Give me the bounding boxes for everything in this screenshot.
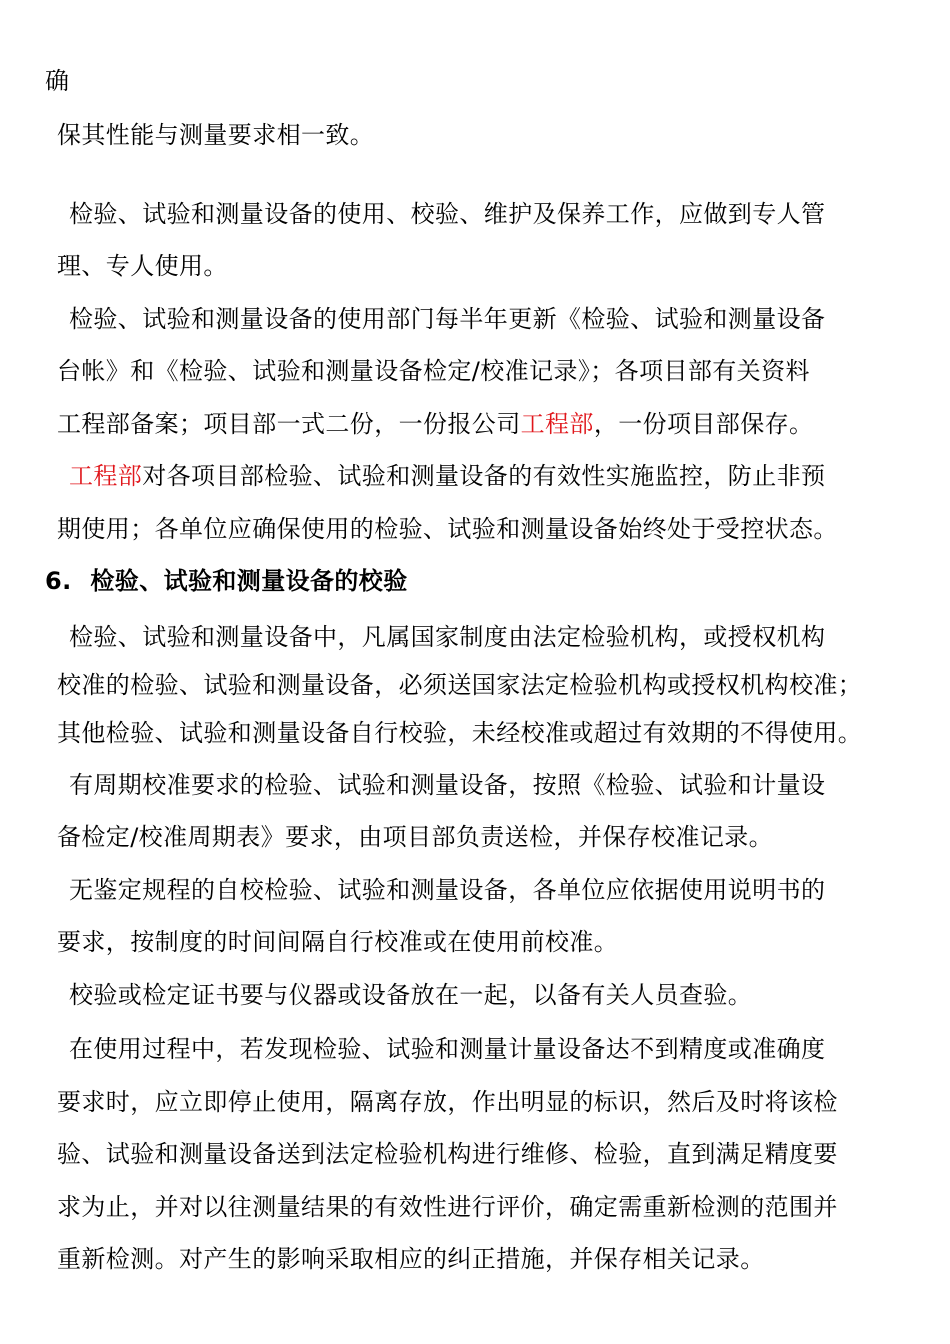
text-line: 保其性能与测量要求相一致。 xyxy=(57,121,375,149)
text-line: 期使用；各单位应确保使用的检验、试验和测量设备始终处于受控状态。 xyxy=(57,515,838,543)
section-title: 检验、试验和测量设备的校验 xyxy=(90,567,408,595)
highlighted-dept-name: 工程部 xyxy=(69,462,143,490)
text-line: 在使用过程中，若发现检验、试验和测量计量设备达不到精度或准确度 xyxy=(69,1035,826,1063)
text-line: 校准的检验、试验和测量设备，必须送国家法定检验机构或授权机构校准； xyxy=(57,671,863,699)
text-line: 要求时，应立即停止使用，隔离存放，作出明显的标识，然后及时将该检 xyxy=(57,1088,838,1116)
line-text: 对各项目部检验、试验和测量设备的有效性实施监控，防止非预 xyxy=(142,462,826,490)
text-line xyxy=(69,461,825,491)
text-line: 检验、试验和测量设备的使用、校验、维护及保养工作，应做到专人管 xyxy=(69,200,826,228)
text-line: 理、专人使用。 xyxy=(57,252,228,280)
text-line: 求为止，并对以往测量结果的有效性进行评价，确定需重新检测的范围并 xyxy=(57,1193,838,1221)
text-line: 无鉴定规程的自校检验、试验和测量设备，各单位应依据使用说明书的 xyxy=(69,876,826,904)
text-line: 要求，按制度的时间间隔自行校准或在使用前校准。 xyxy=(57,928,619,956)
text-line: 确 xyxy=(45,67,70,95)
section-heading xyxy=(45,566,408,596)
text-line: 台帐》和《检验、试验和测量设备检定/校准记录》；各项目部有关资料 xyxy=(57,357,810,385)
text-line: 重新检测。对产生的影响采取相应的纠正措施，并保存相关记录。 xyxy=(57,1245,765,1273)
text-line: 验、试验和测量设备送到法定检验机构进行维修、检验，直到满足精度要 xyxy=(57,1140,838,1168)
text-line xyxy=(57,409,813,439)
text-line: 备检定/校准周期表》要求，由项目部负责送检，并保存校准记录。 xyxy=(57,823,774,851)
text-line: 有周期校准要求的检验、试验和测量设备，按照《检验、试验和计量设 xyxy=(69,771,826,799)
text-line: 其他检验、试验和测量设备自行校验，未经校准或超过有效期的不得使用。 xyxy=(57,719,863,747)
line-text: 工程部备案；项目部一式二份，一份报公司 xyxy=(57,410,521,438)
text-line: 检验、试验和测量设备的使用部门每半年更新《检验、试验和测量设备 xyxy=(69,305,826,333)
line-text: ，一份项目部保存。 xyxy=(593,410,814,438)
section-number: 6. xyxy=(45,567,72,595)
highlighted-dept-name: 工程部 xyxy=(520,410,594,438)
text-line: 校验或检定证书要与仪器或设备放在一起，以备有关人员查验。 xyxy=(69,981,753,1009)
text-line: 检验、试验和测量设备中，凡属国家制度由法定检验机构，或授权机构 xyxy=(69,623,826,651)
